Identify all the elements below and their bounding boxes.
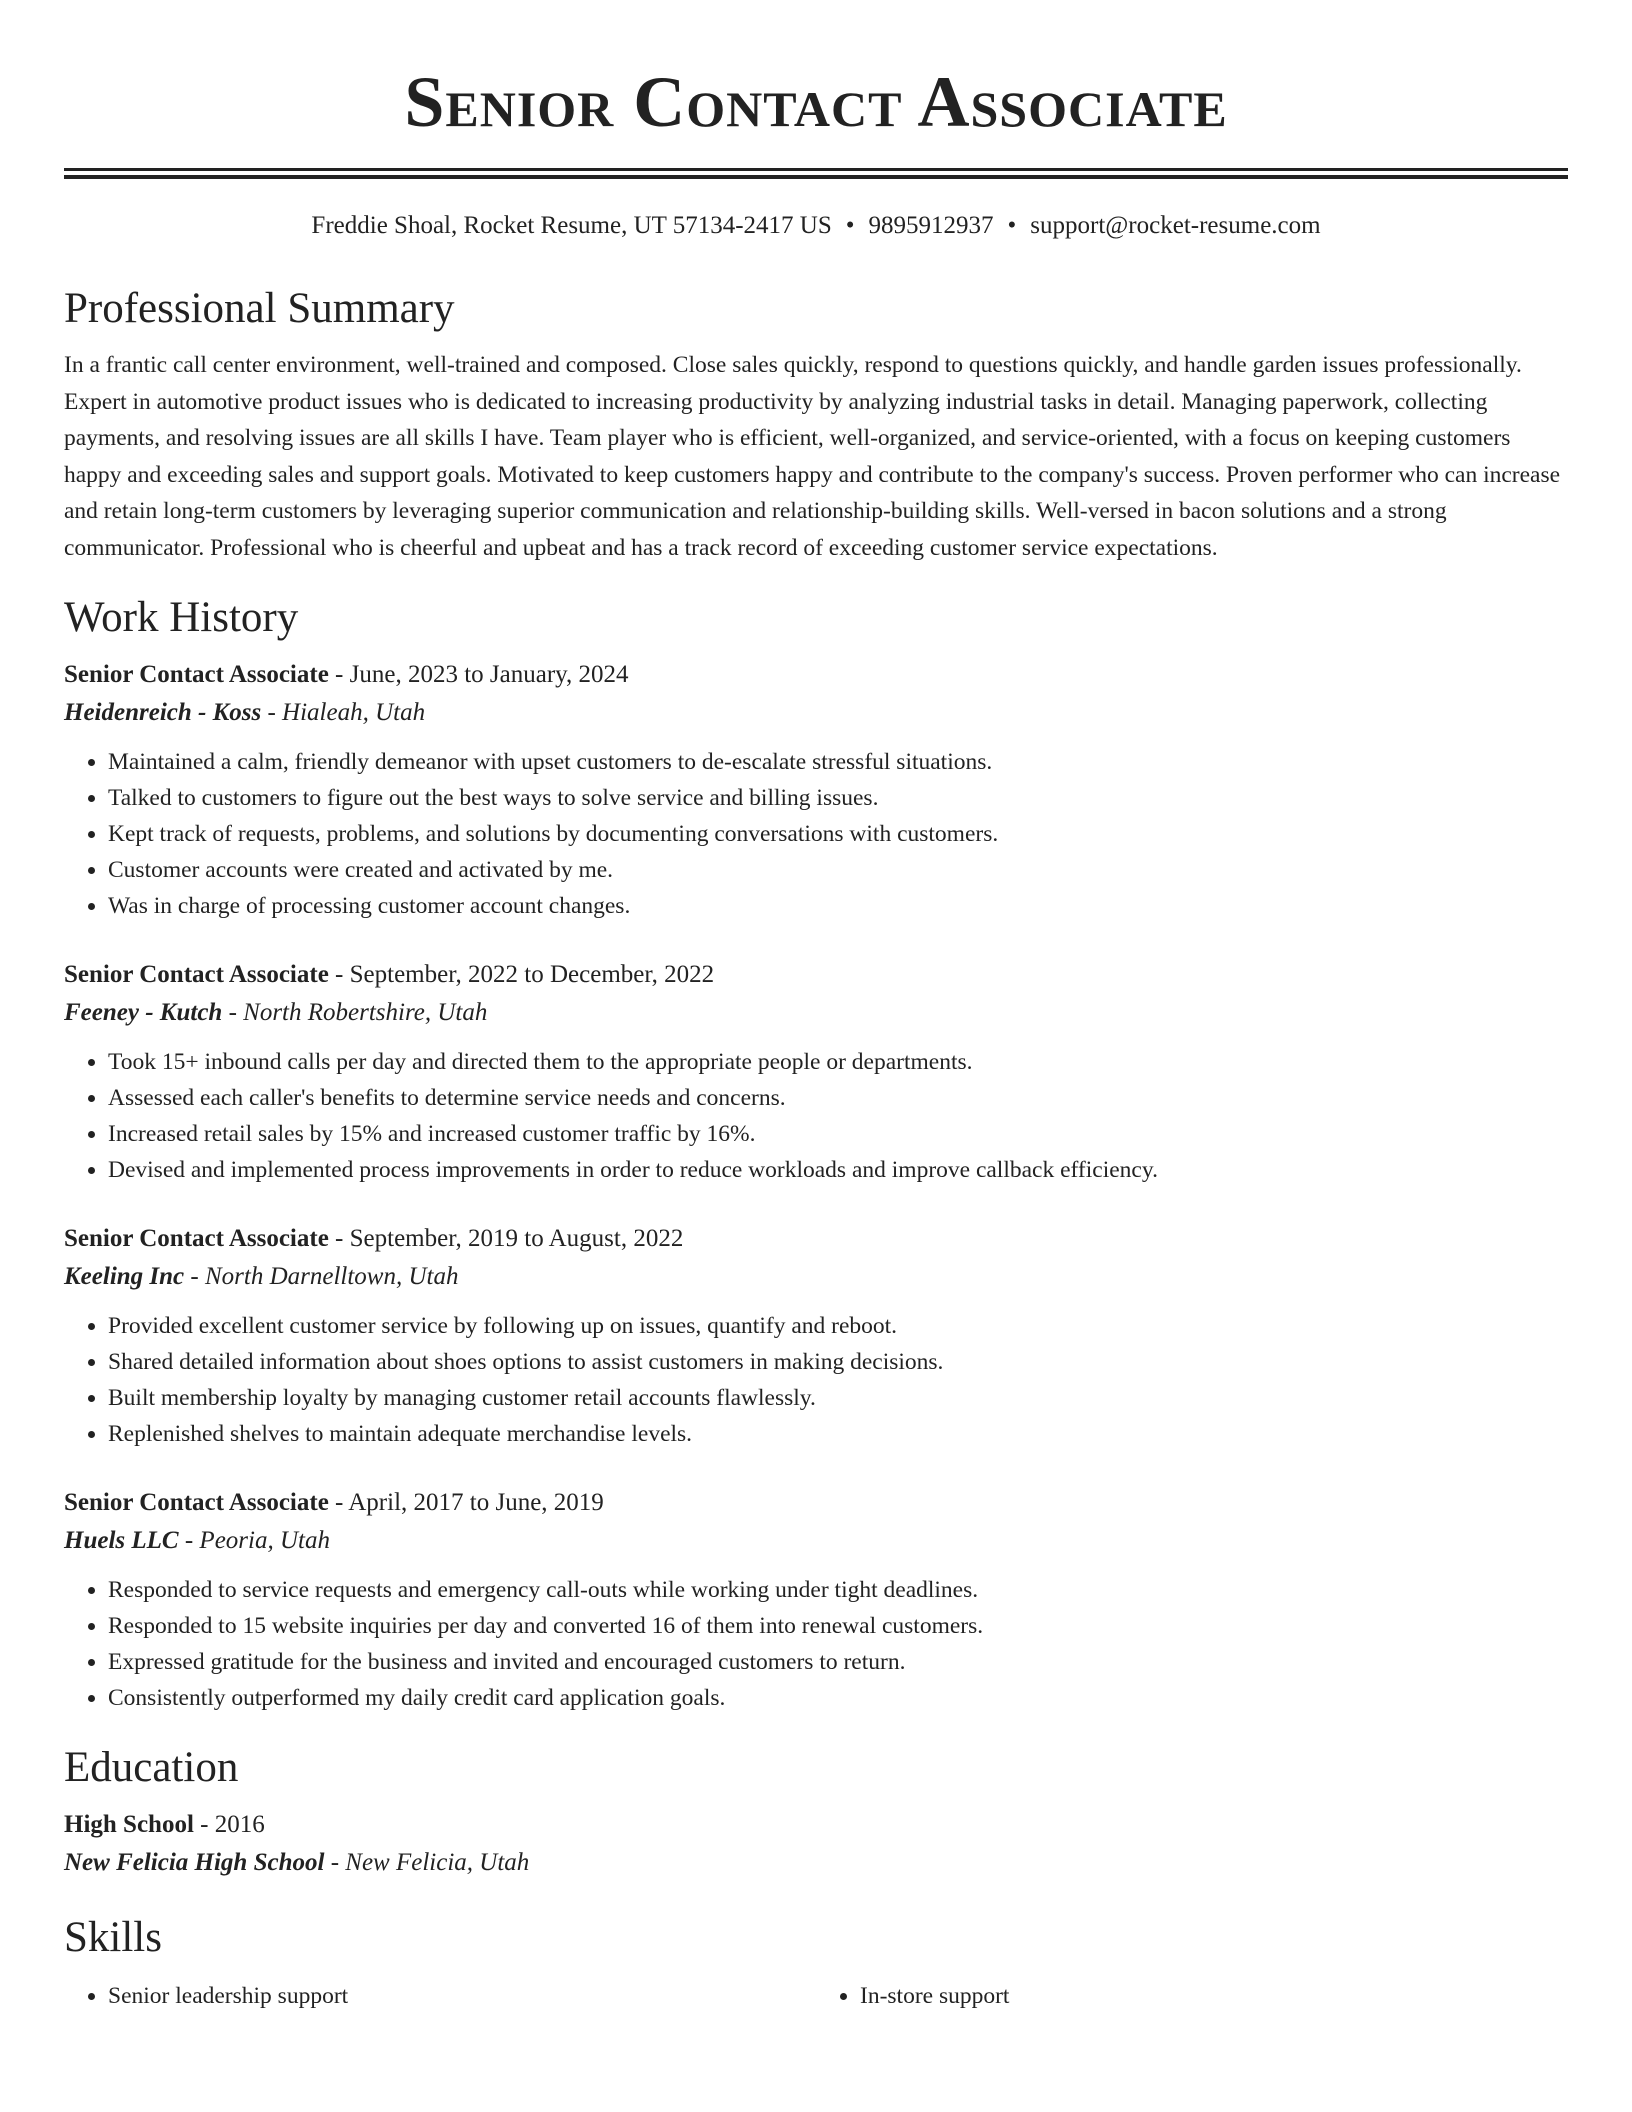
job-title-line [64, 1220, 1568, 1258]
job-duty: • Assessed each caller's benefits to determine service needs and concerns. [108, 1080, 1568, 1116]
job-duty: • Expressed gratitude for the business and invited and encouraged customers to return. [108, 1644, 1568, 1680]
job-duty: • Built membership loyalty by managing customer retail accounts flawlessly. [108, 1380, 1568, 1416]
contact-email: support@rocket-resume.com [1030, 212, 1321, 239]
contact-phone: 9895912937 [868, 212, 994, 239]
school-name: New Felicia High School [64, 1849, 325, 1876]
job-duties-list [64, 744, 1568, 924]
job-title-line [64, 656, 1568, 694]
job-duty: • Devised and implemented process improvements in order to reduce workloads and improve callback efficiency. [108, 1152, 1568, 1188]
employer-location: - Peoria, Utah [178, 1527, 330, 1554]
skills-heading: Skills [64, 1914, 162, 1961]
job-duties-list [64, 1308, 1568, 1452]
job-duty: • Took 15+ inbound calls per day and directed them to the appropriate people or departments. [108, 1044, 1568, 1080]
education-entry [64, 1806, 1568, 1882]
work-history-heading: Work History [64, 594, 299, 641]
school-line [64, 1844, 1568, 1882]
job-title-line [64, 1484, 1568, 1522]
skill-item: • Senior leadership support [108, 1978, 816, 2014]
graduation-year: - 2016 [193, 1811, 265, 1838]
job-duty: • Maintained a calm, friendly demeanor with upset customers to de-escalate stressful situations. [108, 744, 1568, 780]
job-title-line [64, 956, 1568, 994]
job-duties-list [64, 1572, 1568, 1716]
job-duty: • Customer accounts were created and activated by me. [108, 852, 1568, 888]
job-entry [64, 656, 1568, 924]
employer-line [64, 1522, 1568, 1560]
summary-text: In a frantic call center environment, well-trained and composed. Close sales quickly, respond to questions quickly, and handle garden issues professionally. Expert in automotive product issues who is dedicated to increasing productivity by analyzing industrial tasks in detail. Managing paperwork, collecting payments, and resolving issues are all skills I have. Team player who is efficient, well-organized, and service-oriented, with a focus on keeping customers happy and exceeding sales and support goals. Motivated to keep customers happy and contribute to the company's success. Proven performer who can increase and retain long-term customers by leveraging superior communication and relationship-building skills. Well-versed in bacon solutions and a strong communicator. Professional who is cheerful and upbeat and has a track record of exceeding customer service expectations. [64, 352, 1561, 561]
summary-heading: Professional Summary [64, 285, 455, 332]
degree-line [64, 1806, 1568, 1844]
contact-separator: • [845, 212, 855, 239]
employer-line [64, 694, 1568, 732]
job-entry [64, 1220, 1568, 1452]
job-duty: • Kept track of requests, problems, and solutions by documenting conversations with customers. [108, 816, 1568, 852]
job-duty: • Talked to customers to figure out the best ways to solve service and billing issues. [108, 780, 1568, 816]
job-dates: - September, 2022 to December, 2022 [328, 961, 715, 988]
job-duty: • Responded to 15 website inquiries per day and converted 16 of them into renewal customers. [108, 1608, 1568, 1644]
job-duty: • Was in charge of processing customer account changes. [108, 888, 1568, 924]
job-role: Senior Contact Associate [64, 1489, 329, 1516]
job-entry [64, 1484, 1568, 1716]
job-role: Senior Contact Associate [64, 1225, 329, 1252]
degree-name: High School [64, 1811, 194, 1838]
employer-line [64, 1258, 1568, 1296]
job-duty: • Increased retail sales by 15% and increased customer traffic by 16%. [108, 1116, 1568, 1152]
employer-location: - North Darnelltown, Utah [184, 1263, 459, 1290]
employer-location: - Hialeah, Utah [261, 699, 426, 726]
resume-title: Senior Contact Associate [404, 62, 1228, 142]
job-dates: - June, 2023 to January, 2024 [328, 661, 629, 688]
title-divider [64, 168, 1568, 179]
job-dates: - April, 2017 to June, 2019 [328, 1489, 604, 1516]
job-duty: • Responded to service requests and emergency call-outs while working under tight deadlines. [108, 1572, 1568, 1608]
skills-list-right [816, 1978, 1568, 2014]
employer-name: Feeney - Kutch [64, 999, 223, 1026]
job-role: Senior Contact Associate [64, 961, 329, 988]
employer-line [64, 994, 1568, 1032]
job-duty: • Replenished shelves to maintain adequate merchandise levels. [108, 1416, 1568, 1452]
contact-line [64, 209, 1568, 243]
job-dates: - September, 2019 to August, 2022 [328, 1225, 684, 1252]
contact-separator: • [1007, 212, 1017, 239]
job-entry [64, 956, 1568, 1188]
education-heading: Education [64, 1744, 239, 1791]
job-duty: • Shared detailed information about shoes options to assist customers in making decisions. [108, 1344, 1568, 1380]
skills-grid [64, 1978, 1568, 2014]
job-duties-list [64, 1044, 1568, 1188]
employer-name: Heidenreich - Koss [64, 699, 262, 726]
contact-address: Freddie Shoal, Rocket Resume, UT 57134-2417 US [311, 212, 832, 239]
job-role: Senior Contact Associate [64, 661, 329, 688]
employer-name: Huels LLC [64, 1527, 179, 1554]
skills-list-left [64, 1978, 816, 2014]
employer-location: - North Robertshire, Utah [222, 999, 488, 1026]
skill-item: • In-store support [860, 1978, 1568, 2014]
school-location: - New Felicia, Utah [324, 1849, 530, 1876]
job-duty: • Consistently outperformed my daily credit card application goals. [108, 1680, 1568, 1716]
job-duty: • Provided excellent customer service by following up on issues, quantify and reboot. [108, 1308, 1568, 1344]
employer-name: Keeling Inc [64, 1263, 185, 1290]
